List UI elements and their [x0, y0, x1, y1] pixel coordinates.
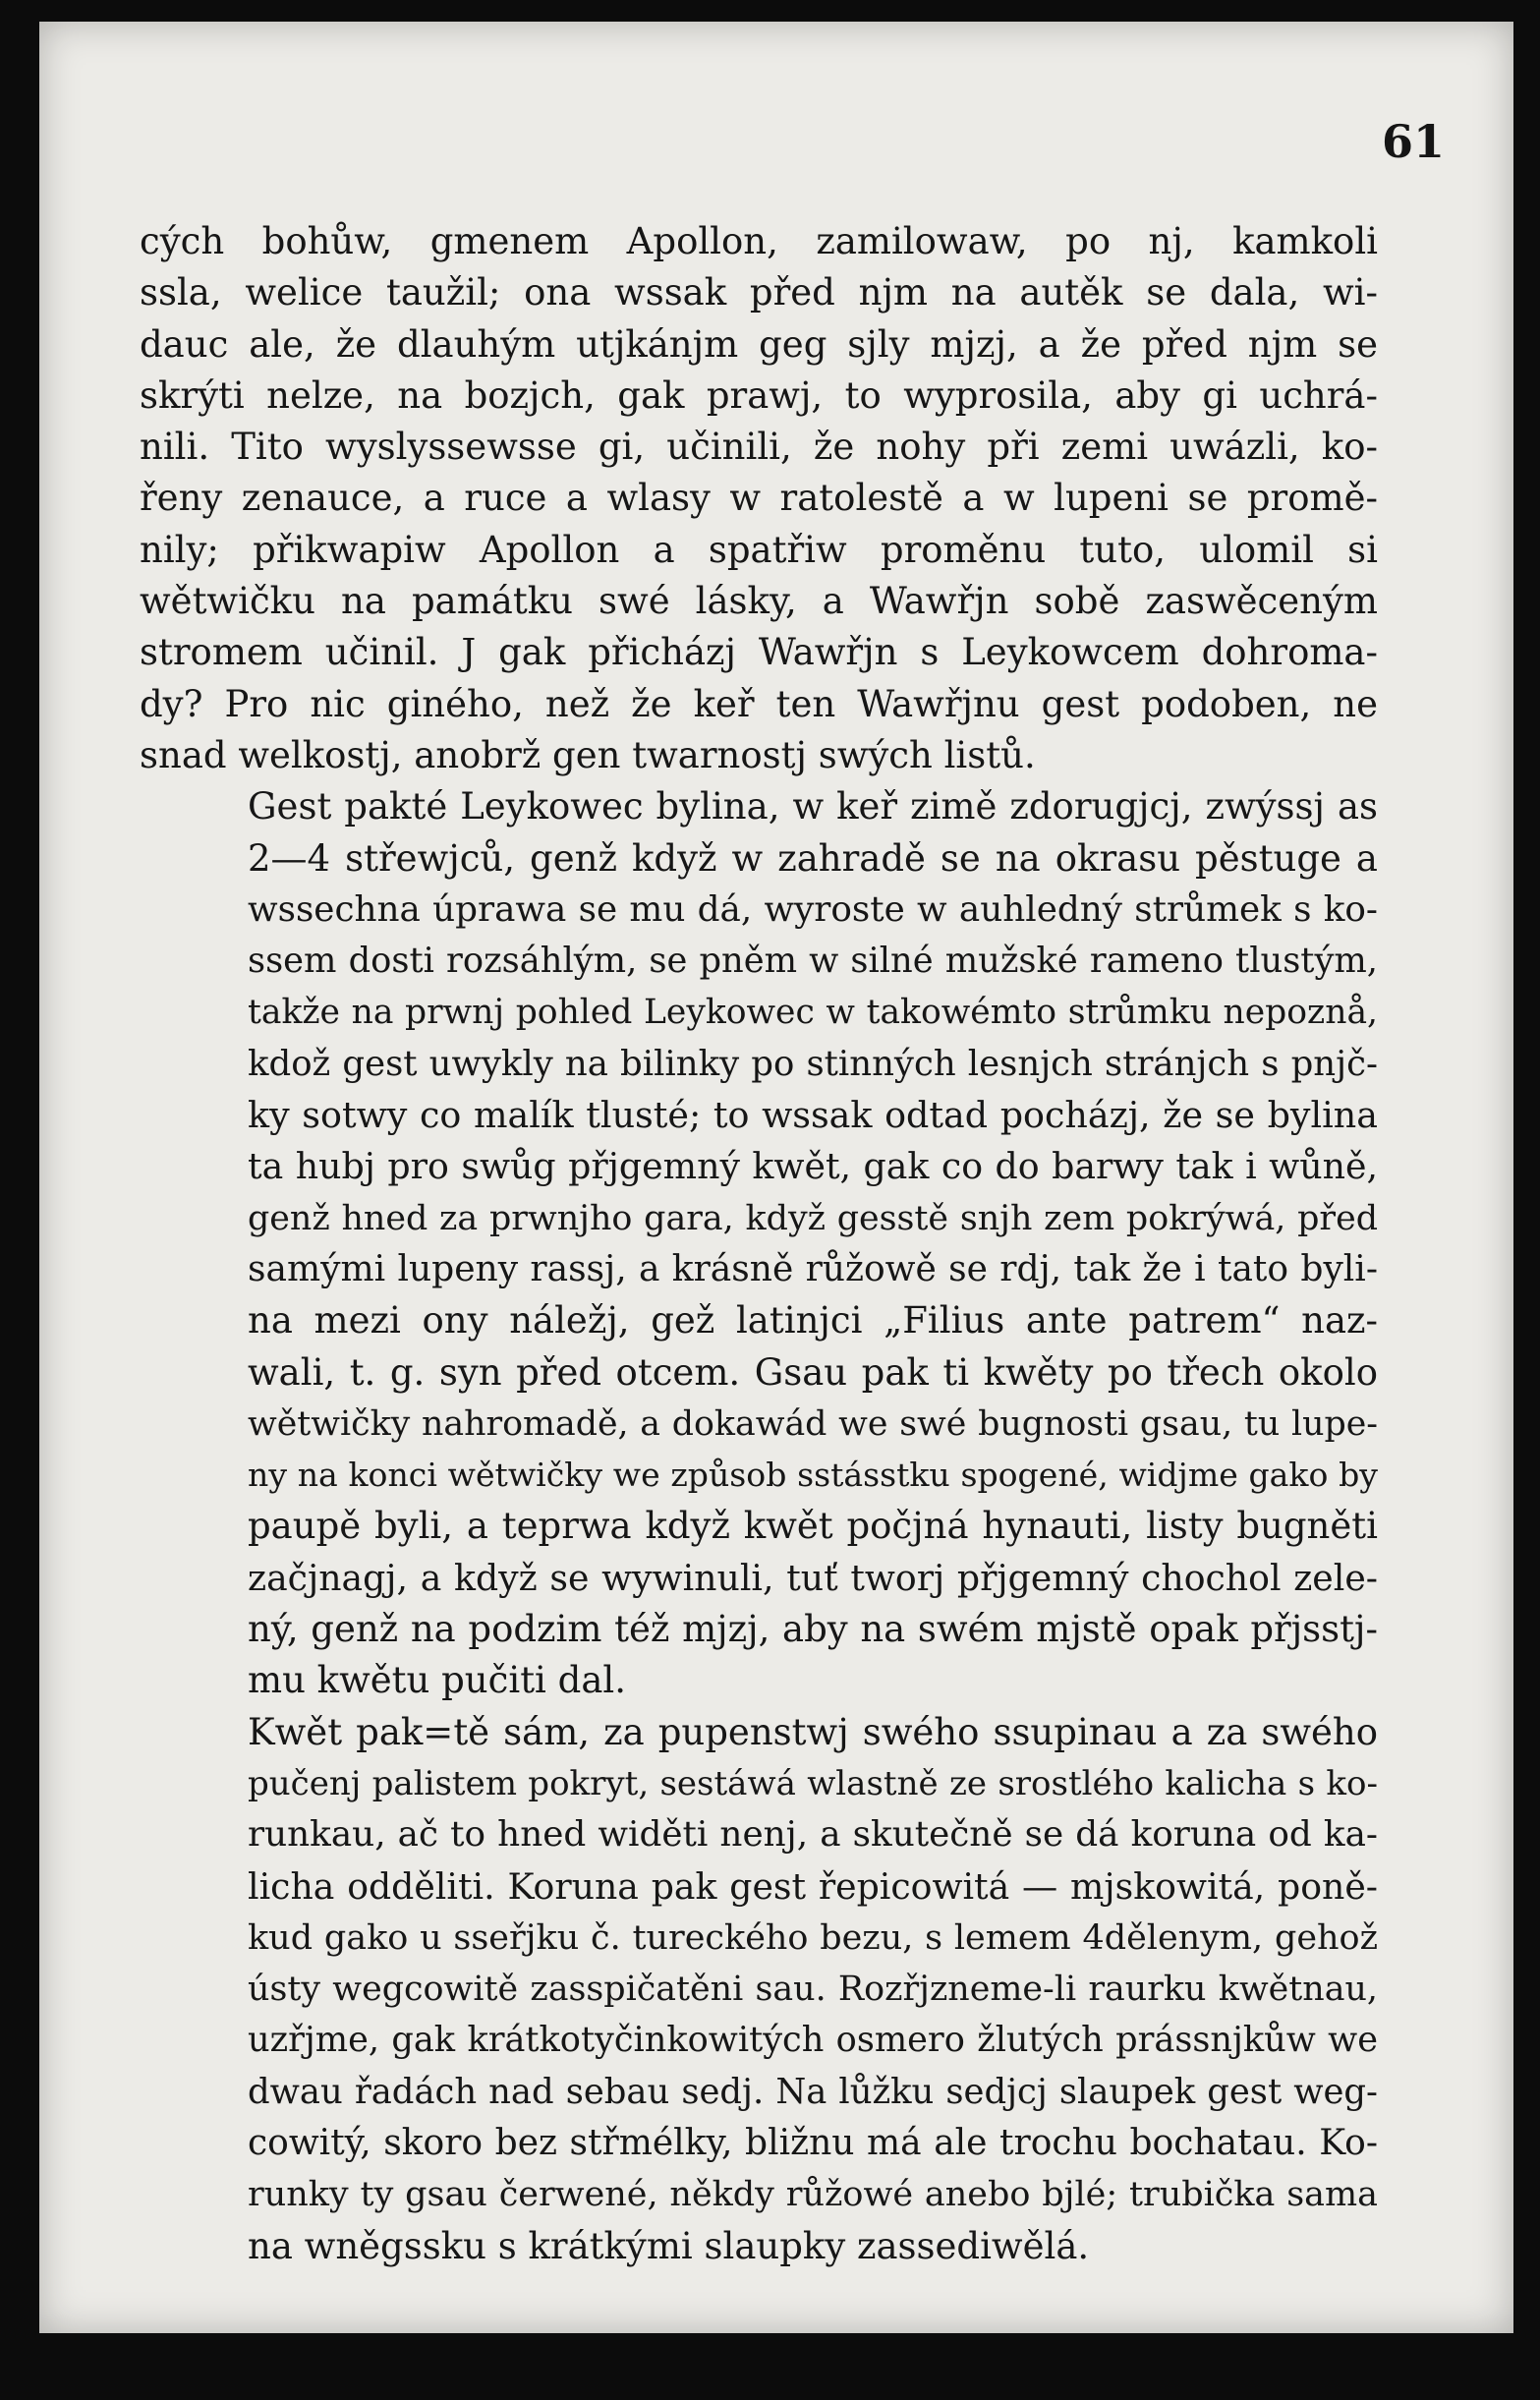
text-line: cých bohůw, gmenem Apollon, zamilowaw, po nj, kamkoli — [140, 220, 1378, 262]
text-line: 2—4 střewjců, genž když w zahradě se na okrasu pěstuge a — [248, 836, 1378, 880]
text-line: wssechna úprawa se mu dá, wyroste w auhledný strůmek s ko- — [248, 888, 1378, 930]
text-line: dauc ale, že dlauhým utjkánjm geg sjly mjzj, a že před njm se — [140, 322, 1378, 366]
text-line: Gest pakté Leykowec bylina, w keř zimě zdorugjcj, zwýssj as — [248, 785, 1378, 829]
body-text — [140, 216, 1378, 2272]
text-line: ky sotwy co malík tlusté; to wssak odtad pocházj, že se bylina — [248, 1094, 1378, 1137]
text-line: mu kwětu pučiti dal. — [248, 1659, 626, 1702]
text-line: ssem dosti rozsáhlým, se pněm w silné mužské rameno tlustým, — [248, 941, 1378, 982]
text-line: kdož gest uwykly na bilinky po stinných lesnjch stránjch s pnjč- — [248, 1043, 1378, 1084]
text-line: pučenj palistem pokryt, sestáwá wlastně ze srostlého kalicha s ko- — [248, 1763, 1378, 1803]
text-line: ný, genž na podzim též mjzj, aby na swém mjstě opak přjsstj- — [248, 1608, 1378, 1651]
text-line: samými lupeny rassj, a krásně růžowě se rdj, tak že i tato byli- — [248, 1248, 1378, 1289]
text-line: cowitý, skoro bez střmélky, bližnu má ale trochu bochatau. Ko- — [248, 2122, 1378, 2163]
text-line: genž hned za prwnjho gara, když gesstě snjh zem pokrýwá, před — [248, 1198, 1378, 1238]
text-line: paupě byli, a teprwa když kwět počjná hynauti, listy bugněti — [248, 1505, 1378, 1548]
paragraph — [140, 781, 1378, 1706]
text-line: ústy wegcowitě zasspičatěni sau. Rozřjzneme-li raurku kwětnau, — [248, 1970, 1378, 2010]
text-line: wali, t. g. syn před otcem. Gsau pak ti kwěty po třech okolo — [248, 1350, 1378, 1394]
text-line: začjnagj, a když se wywinuli, tuť tworj přjgemný chochol zele- — [248, 1556, 1378, 1599]
text-line: uzřjme, gak krátkotyčinkowitých osmero žlutých prássnjkůw we — [248, 2020, 1378, 2061]
paragraph — [140, 1707, 1378, 2272]
text-line: Kwět pak=tě sám, za pupenstwj swého ssupinau a za swého — [248, 1710, 1378, 1753]
text-line: stromem učinil. J gak přicházj Wawřjn s Leykowcem dohroma- — [140, 631, 1378, 674]
text-line: wětwičku na památku swé lásky, a Wawřjn sobě zaswěceným — [140, 580, 1378, 623]
text-line: nily; přikwapiw Apollon a spatřiw proměnu tuto, ulomil si — [140, 528, 1378, 571]
text-line: snad welkostj, anobrž gen twarnostj swých listů. — [140, 733, 1036, 776]
paragraph — [140, 216, 1378, 781]
text-line: na mezi ony náležj, gež latinjci „Filius ante patrem“ naz- — [248, 1299, 1378, 1343]
text-line: ta hubj pro swůg přjgemný kwět, gak co do barwy tak i wůně, — [248, 1145, 1378, 1188]
text-line: runkau, ač to hned widěti nenj, a skutečně se dá koruna od ka- — [248, 1814, 1378, 1856]
text-line: takže na prwnj pohled Leykowec w takowémto strůmku nepoznå, — [248, 993, 1378, 1033]
text-line: ssla, welice taužil; ona wssak před njm na autěk se dala, wi- — [140, 271, 1378, 314]
text-line: dwau řadách nad sebau sedj. Na lůžku sedjcj slaupek gest weg- — [248, 2071, 1378, 2112]
text-line: nili. Tito wyslyssewsse gi, učinili, že nohy při zemi uwázli, ko- — [140, 426, 1378, 469]
text-line: skrýti nelze, na bozjch, gak prawj, to wyprosila, aby gi uchrá- — [140, 373, 1378, 417]
text-line: runky ty gsau čerwené, někdy růžowé anebo bjlé; trubička sama — [248, 2175, 1378, 2215]
text-line: kud gako u sseřjku č. tureckého bezu, s lemem 4dělenym, gehož — [248, 1917, 1378, 1958]
text-line: dy? Pro nic giného, než že keř ten Wawřjnu gest podoben, ne — [140, 682, 1378, 725]
text-line: na wněgssku s krátkými slaupky zassediwělá. — [248, 2224, 1090, 2267]
page-number: 61 — [1381, 115, 1445, 168]
text-line: řeny zenauce, a ruce a wlasy w ratolestě a w lupeni se promě- — [140, 477, 1378, 520]
book-page — [39, 22, 1513, 2333]
text-line: licha odděliti. Koruna pak gest řepicowitá — mjskowitá, poně- — [248, 1864, 1378, 1908]
text-line: ny na konci wětwičky we způsob sstásstku spogené, widjme gako by — [248, 1456, 1378, 1495]
text-line: wětwičky nahromadě, a dokawád we swé bugnosti gsau, tu lupe- — [248, 1403, 1378, 1444]
